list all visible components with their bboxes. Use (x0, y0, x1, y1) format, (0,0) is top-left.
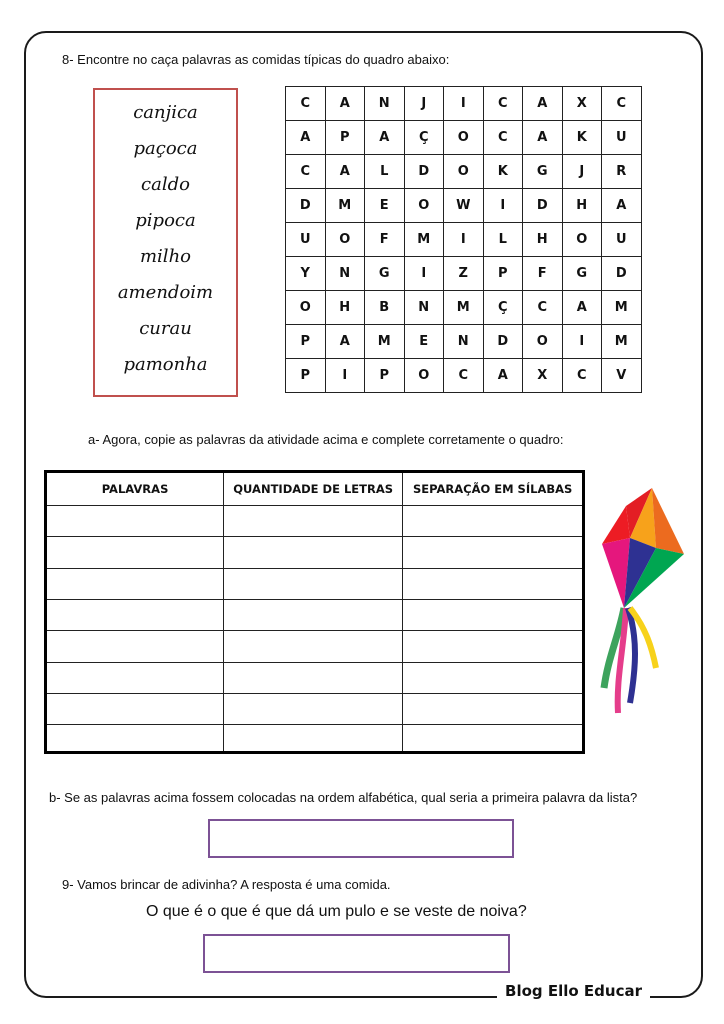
grid-cell[interactable]: O (404, 359, 444, 393)
footer-brand: Blog Ello Educar (497, 982, 650, 1000)
grid-cell[interactable]: L (365, 155, 405, 189)
table-cell[interactable] (47, 568, 224, 599)
grid-cell[interactable]: M (404, 223, 444, 257)
fill-in-table (44, 470, 585, 754)
grid-cell[interactable]: N (365, 87, 405, 121)
grid-cell[interactable]: N (404, 291, 444, 325)
header-quantidade: QUANTIDADE DE LETRAS (224, 473, 403, 506)
grid-cell[interactable]: A (523, 121, 563, 155)
grid-cell[interactable]: F (365, 223, 405, 257)
grid-cell[interactable]: C (444, 359, 484, 393)
table-cell[interactable] (224, 568, 403, 599)
grid-cell[interactable]: Y (286, 257, 326, 291)
grid-cell[interactable]: C (602, 87, 642, 121)
table-row (47, 599, 582, 630)
header-separacao: SEPARAÇÃO EM SÍLABAS (403, 473, 582, 506)
grid-cell[interactable]: E (404, 325, 444, 359)
grid-cell[interactable]: P (365, 359, 405, 393)
table-row (47, 568, 582, 599)
table-row (47, 725, 582, 751)
table-cell[interactable] (224, 693, 403, 724)
grid-cell[interactable]: O (562, 223, 602, 257)
grid-cell[interactable]: I (444, 223, 484, 257)
grid-cell[interactable]: R (602, 155, 642, 189)
table-row (47, 537, 582, 568)
grid-cell[interactable]: J (562, 155, 602, 189)
grid-row (286, 87, 642, 121)
table-row (47, 662, 582, 693)
grid-cell[interactable]: K (562, 121, 602, 155)
answer-box-b[interactable] (208, 819, 514, 858)
riddle-text: O que é o que é que dá um pulo e se veste de noiva? (146, 903, 527, 920)
grid-cell[interactable]: I (404, 257, 444, 291)
grid-cell[interactable]: Ç (404, 121, 444, 155)
grid-row (286, 291, 642, 325)
grid-cell[interactable]: D (483, 325, 523, 359)
grid-cell[interactable]: C (286, 155, 326, 189)
grid-cell[interactable]: A (325, 155, 365, 189)
grid-cell[interactable]: A (562, 291, 602, 325)
grid-cell[interactable]: A (325, 87, 365, 121)
word-list-item: amendoim (117, 282, 214, 303)
table-cell[interactable] (224, 599, 403, 630)
grid-cell[interactable]: N (325, 257, 365, 291)
grid-cell[interactable]: U (602, 223, 642, 257)
question-a-prompt: a- Agora, copie as palavras da atividade acima e complete corretamente o quadro: (88, 432, 564, 447)
grid-cell[interactable]: M (325, 189, 365, 223)
grid-cell[interactable]: C (562, 359, 602, 393)
grid-cell[interactable]: L (483, 223, 523, 257)
grid-cell[interactable]: O (523, 325, 563, 359)
header-palavras: PALAVRAS (47, 473, 224, 506)
table-cell[interactable] (47, 631, 224, 662)
table-cell[interactable] (224, 631, 403, 662)
word-list-item: pipoca (135, 210, 196, 231)
grid-cell[interactable]: I (562, 325, 602, 359)
word-list-box (93, 88, 238, 397)
grid-cell[interactable]: A (602, 189, 642, 223)
grid-cell[interactable]: O (444, 155, 484, 189)
grid-cell[interactable]: C (523, 291, 563, 325)
table-cell[interactable] (224, 725, 403, 751)
table-cell[interactable] (224, 662, 403, 693)
grid-cell[interactable]: D (404, 155, 444, 189)
grid-row (286, 257, 642, 291)
grid-cell[interactable]: P (325, 121, 365, 155)
grid-cell[interactable]: G (365, 257, 405, 291)
grid-cell[interactable]: X (562, 87, 602, 121)
table-cell[interactable] (47, 506, 224, 537)
grid-cell[interactable]: D (523, 189, 563, 223)
question-9-prompt: 9- Vamos brincar de adivinha? A resposta é uma comida. (62, 877, 391, 892)
grid-cell[interactable]: H (562, 189, 602, 223)
grid-cell[interactable]: A (365, 121, 405, 155)
grid-row (286, 223, 642, 257)
grid-cell[interactable]: X (523, 359, 563, 393)
word-list-item: curau (139, 318, 192, 339)
grid-cell[interactable]: V (602, 359, 642, 393)
grid-cell[interactable]: Z (444, 257, 484, 291)
answer-box-9[interactable] (203, 934, 510, 973)
grid-cell[interactable]: P (286, 359, 326, 393)
grid-cell[interactable]: U (602, 121, 642, 155)
question-b-prompt: b- Se as palavras acima fossem colocadas na ordem alfabética, qual seria a primeira palavra da lista? (49, 790, 638, 805)
grid-row (286, 189, 642, 223)
word-list-item: canjica (133, 102, 198, 123)
grid-cell[interactable]: A (523, 87, 563, 121)
question-8-prompt: 8- Encontre no caça palavras as comidas típicas do quadro abaixo: (62, 52, 450, 67)
grid-cell[interactable]: B (365, 291, 405, 325)
grid-cell[interactable]: M (602, 291, 642, 325)
grid-cell[interactable]: C (483, 87, 523, 121)
grid-cell[interactable]: A (483, 359, 523, 393)
table-cell[interactable] (47, 693, 224, 724)
grid-cell[interactable]: N (444, 325, 484, 359)
table-cell[interactable] (224, 537, 403, 568)
table-cell[interactable] (47, 725, 224, 751)
grid-cell[interactable]: F (523, 257, 563, 291)
grid-cell[interactable]: P (483, 257, 523, 291)
grid-cell[interactable]: J (404, 87, 444, 121)
grid-cell[interactable]: K (483, 155, 523, 189)
grid-cell[interactable]: C (483, 121, 523, 155)
table-cell[interactable] (47, 599, 224, 630)
grid-row (286, 359, 642, 393)
word-search-grid (285, 86, 642, 393)
table-cell[interactable] (224, 506, 403, 537)
grid-cell[interactable]: O (444, 121, 484, 155)
table-cell[interactable] (403, 568, 582, 599)
table-cell[interactable] (403, 537, 582, 568)
grid-cell[interactable]: U (286, 223, 326, 257)
grid-cell[interactable]: D (602, 257, 642, 291)
grid-cell[interactable]: O (286, 291, 326, 325)
grid-cell[interactable]: E (365, 189, 405, 223)
table-row (47, 693, 582, 724)
table-cell[interactable] (403, 506, 582, 537)
grid-cell[interactable]: A (286, 121, 326, 155)
grid-cell[interactable]: M (365, 325, 405, 359)
kite-icon (598, 488, 690, 718)
grid-cell[interactable]: C (286, 87, 326, 121)
grid-cell[interactable]: P (286, 325, 326, 359)
table-cell[interactable] (403, 631, 582, 662)
grid-cell[interactable]: D (286, 189, 326, 223)
table-row (47, 506, 582, 537)
table-cell[interactable] (403, 693, 582, 724)
table-cell[interactable] (403, 662, 582, 693)
grid-cell[interactable]: G (523, 155, 563, 189)
word-list-item: caldo (141, 174, 190, 195)
grid-cell[interactable]: W (444, 189, 484, 223)
grid-row (286, 121, 642, 155)
grid-cell[interactable]: I (444, 87, 484, 121)
grid-cell[interactable]: G (562, 257, 602, 291)
grid-cell[interactable]: H (523, 223, 563, 257)
table-cell[interactable] (47, 662, 224, 693)
grid-cell[interactable]: H (325, 291, 365, 325)
grid-cell[interactable]: I (325, 359, 365, 393)
grid-cell[interactable]: I (483, 189, 523, 223)
grid-row (286, 325, 642, 359)
grid-cell[interactable]: O (404, 189, 444, 223)
grid-cell[interactable]: Ç (483, 291, 523, 325)
grid-cell[interactable]: A (325, 325, 365, 359)
word-list-item: pamonha (123, 354, 208, 375)
grid-cell[interactable]: M (602, 325, 642, 359)
table-cell[interactable] (47, 537, 224, 568)
table-cell[interactable] (403, 599, 582, 630)
grid-row (286, 155, 642, 189)
table-cell[interactable] (403, 725, 582, 751)
grid-cell[interactable]: M (444, 291, 484, 325)
word-list-item: paçoca (133, 138, 198, 159)
grid-cell[interactable]: O (325, 223, 365, 257)
table-row (47, 631, 582, 662)
word-list-item: milho (139, 246, 191, 267)
